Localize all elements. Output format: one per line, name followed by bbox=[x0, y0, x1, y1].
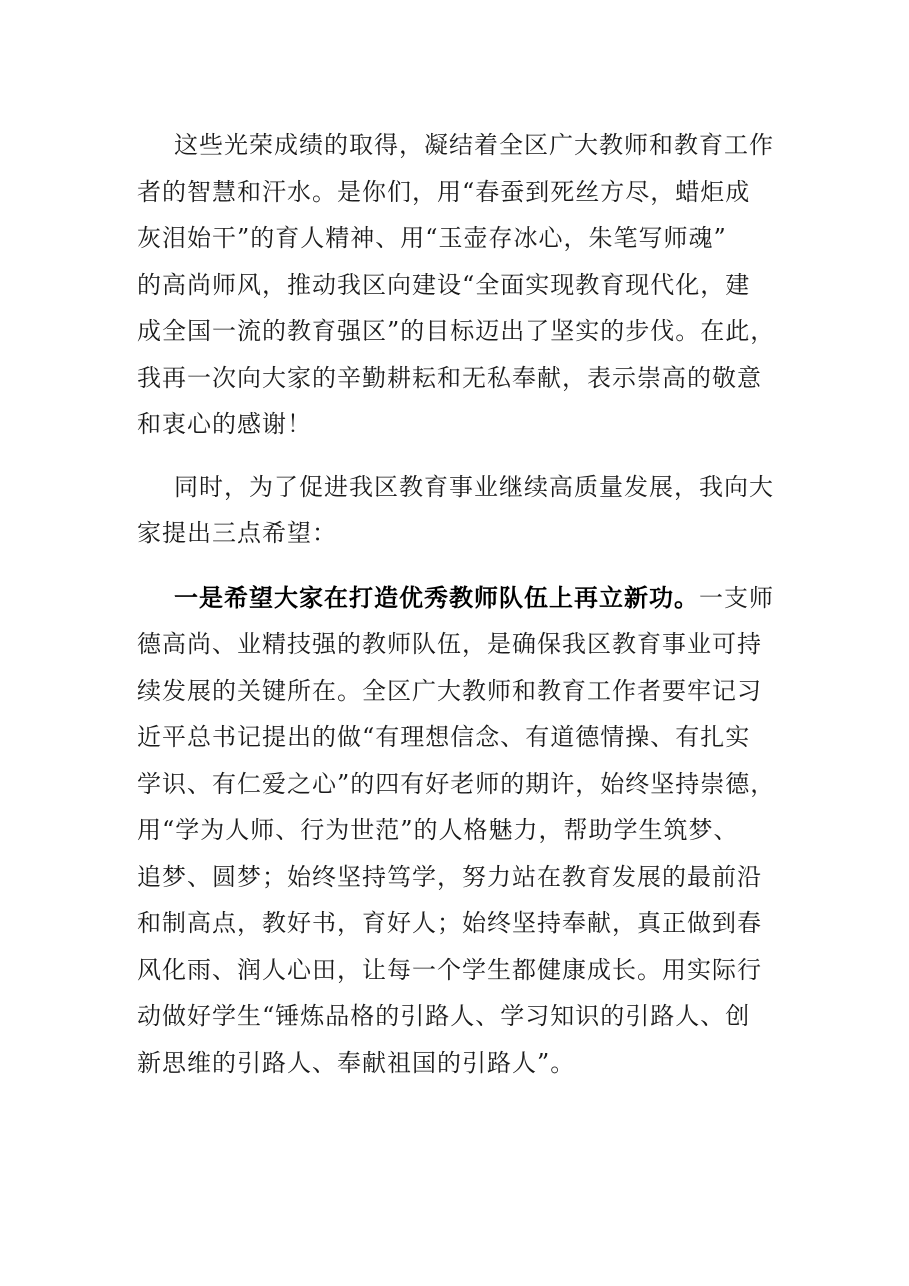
text-line: 我再一次向大家的辛勤耕耘和无私奉献，表示崇高的敬意 bbox=[137, 363, 762, 392]
text-line: 新思维的引路人、奉献祖国的引路人”。 bbox=[137, 1048, 576, 1077]
paragraph-first-hope bbox=[137, 575, 776, 1087]
document-body bbox=[137, 122, 776, 1086]
text-line: 这些光荣成绩的取得，凝结着全区广大教师和教育工作 bbox=[174, 131, 774, 159]
text-line: 家提出三点希望： bbox=[137, 519, 337, 547]
text-line: 和制高点，教好书，育好人；始终坚持奉献，真正做到春 bbox=[137, 909, 762, 937]
text-line: 近平总书记提出的做“有理想信念、有道德情操、有扎实 bbox=[137, 723, 751, 751]
text-line: 续发展的关键所在。全区广大教师和教育工作者要牢记习 bbox=[137, 676, 762, 705]
text-line: 成全国一流的教育强区”的目标迈出了坚实的步伐。在此， bbox=[137, 317, 776, 345]
text-line: 者的智慧和汗水。是你们，用“春蚕到死丝方尽，蜡炬成 bbox=[137, 177, 751, 206]
first-hope-lead-text: 一支师 bbox=[699, 583, 774, 612]
text-line: 用“学为人师、行为世范”的人格魅力，帮助学生筑梦、 bbox=[137, 816, 739, 844]
text-line: 风化雨、润人心田，让每一个学生都健康成长。用实际行 bbox=[137, 955, 762, 984]
text-line: 的高尚师风，推动我区向建设“全面实现教育现代化，建 bbox=[137, 270, 751, 299]
paragraph-three-hopes-intro bbox=[137, 464, 774, 557]
text-line: 学识、有仁爱之心”的四有好老师的期许，始终坚持崇德， bbox=[137, 769, 776, 798]
text-line bbox=[137, 575, 774, 622]
text-line: 灰泪始干”的育人精神、用“玉壶存冰心，朱笔写师魂” bbox=[137, 224, 727, 252]
text-line: 动做好学生“锤炼品格的引路人、学习知识的引路人、创 bbox=[137, 1002, 751, 1030]
text-line: 和衷心的感谢！ bbox=[137, 410, 312, 438]
first-hope-heading: 一是希望大家在打造优秀教师队伍上再立新功。 bbox=[174, 582, 699, 612]
text-line: 同时，为了促进我区教育事业继续高质量发展，我向大 bbox=[174, 472, 774, 501]
text-line: 追梦、圆梦；始终坚持笃学，努力站在教育发展的最前沿 bbox=[137, 862, 762, 891]
text-line: 德高尚、业精技强的教师队伍，是确保我区教育事业可持 bbox=[137, 630, 762, 658]
paragraph-achievements bbox=[137, 122, 776, 448]
